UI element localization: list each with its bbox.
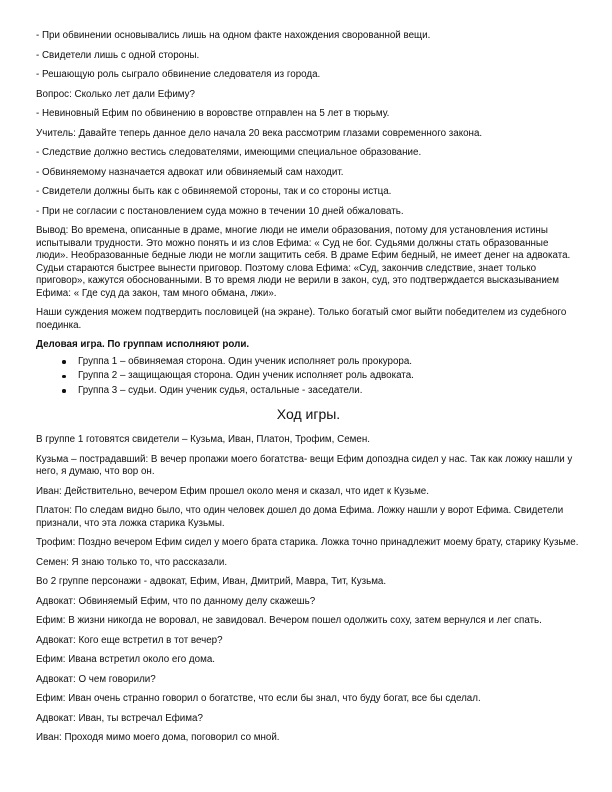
paragraph-lawyer-question-1: Адвокат: Обвиняемый Ефим, что по данному делу скажешь? <box>36 595 316 607</box>
paragraph-lawyer-question-4: Адвокат: Иван, ты встречал Ефима? <box>36 712 203 724</box>
paragraph-appeal-rule: - При не согласии с постановлением суда можно в течении 10 дней обжаловать. <box>36 205 404 217</box>
list-item: Группа 1 – обвиняемая сторона. Один ученик исполняет роль прокурора. <box>78 356 581 369</box>
paragraph-witness-rule: - Свидетели должны быть как с обвиняемой стороны, так и со стороны истца. <box>36 186 392 197</box>
paragraph-trofim: Трофим: Поздно вечером Ефим сидел у моего брата старика. Ложка точно принадлежит моему брату, старику Кузьме. <box>36 537 579 548</box>
paragraph-investigator-role: - Решающую роль сыграло обвинение следователя из города. <box>36 69 321 80</box>
paragraph-ivan-answer: Иван: Проходя мимо моего дома, поговорил со мной. <box>36 732 280 743</box>
paragraph-ivan: Иван: Действительно, вечером Ефим прошел около меня и сказал, что идет к Кузьме. <box>36 485 429 497</box>
paragraph-lawyer-question-3: Адвокат: О чем говорили? <box>36 673 156 685</box>
paragraph-semen: Семен: Я знаю только то, что рассказали. <box>36 556 228 568</box>
paragraph-investigation-rule: - Следствие должно вестись следователями, имеющими специальное образование. <box>36 147 422 158</box>
paragraph-kuzma: Кузьма – пострадавший: В вечер пропажи моего богатства- вещи Ефим допоздна сидел у нас. Так как ложку нашли у него, я думаю, что вор он. <box>36 453 573 477</box>
paragraph-group2-characters: Во 2 группе персонажи - адвокат, Ефим, Иван, Дмитрий, Мавра, Тит, Кузьма. <box>36 576 387 587</box>
paragraph-witnesses-one-side: - Свидетели лишь с одной стороны. <box>36 49 200 61</box>
business-game-title: Деловая игра. По группам исполняют роли. <box>36 339 250 350</box>
paragraph-lawyer-question-2: Адвокат: Кого еще встретил в тот вечер? <box>36 634 223 646</box>
paragraph-sentence: - Невиновный Ефим по обвинению в воровстве отправлен на 5 лет в тюрьму. <box>36 108 390 119</box>
paragraph-efim-answer-1: Ефим: В жизни никогда не воровал, не завидовал. Вечером пошел одолжить соху, затем вернулся и лег спать. <box>36 615 542 626</box>
list-item: Группа 2 – защищающая сторона. Один ученик исполняет роль адвоката. <box>78 370 581 383</box>
paragraph-group1-witnesses: В группе 1 готовятся свидетели – Кузьма, Иван, Платон, Трофим, Семен. <box>36 434 370 445</box>
paragraph-evidence-single-fact: - При обвинении основывались лишь на одном факте нахождения своровaнной вещи. <box>36 30 431 41</box>
document-page <box>36 30 581 752</box>
list-item: Группа 3 – судьи. Один ученик судья, остальные - заседатели. <box>78 385 581 398</box>
paragraph-lawyer-rule: - Обвиняемому назначается адвокат или обвиняемый сам находит. <box>36 166 344 178</box>
paragraph-efim-answer-3: Ефим: Иван очень странно говорил о богатстве, что если бы знал, что буду богат, все бы сделал. <box>36 693 481 704</box>
paragraph-question: Вопрос: Сколько лет дали Ефиму? <box>36 88 196 100</box>
paragraph-teacher: Учитель: Давайте теперь данное дело начала 20 века рассмотрим глазами современного закона. <box>36 127 483 139</box>
paragraph-conclusion: Вывод: Во времена, описанные в драме, многие люди не имели образования, потому для установления истины испытывали трудности. Это можно понять и из слов Ефима: « Суд не бог. Судьями должны стать образованные люди». Необразованные бедные люди не могли защитить себя. В драме Ефим бедный, не имеет денег на адвоката. Судьи стараются быстрее вынести приговор. Поэтому слова Ефима: «Суд, закончив следствие, знает только приговор», кажутся обоснованными. В то время люди не верили в закон, суд, это подтверждается высказыванием Ефима: « Где суд да закон, там много обмана, лжи». <box>36 225 571 299</box>
game-heading: Ход игры. <box>276 406 341 422</box>
groups-list <box>36 356 581 398</box>
paragraph-efim-answer-2: Ефим: Ивана встретил около его дома. <box>36 654 215 665</box>
paragraph-platon: Платон: По следам видно было, что один человек дошел до дома Ефима. Ложку нашли у ворот Ефима. Свидетели признали, что эта ложка старика Кузьмы. <box>36 505 564 529</box>
paragraph-proverbs: Наши суждения можем подтвердить пословицей (на экране). Только богатый смог выйти победителем из судебного поединка. <box>36 307 567 331</box>
